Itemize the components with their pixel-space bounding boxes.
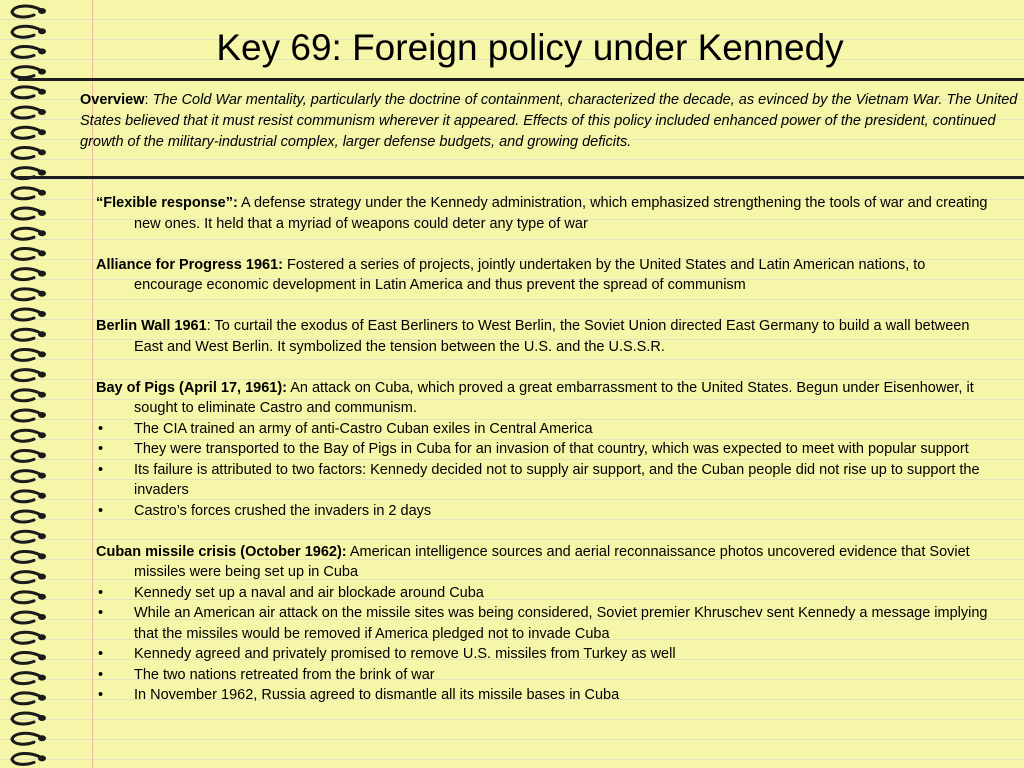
spiral-coil	[12, 6, 46, 17]
spiral-coil	[12, 572, 46, 583]
spiral-coil	[12, 289, 46, 300]
spiral-coil	[12, 592, 46, 603]
spiral-coil	[12, 147, 46, 158]
overview-label: Overview	[80, 92, 145, 108]
spiral-coil	[12, 188, 46, 199]
spiral-binding-icon	[0, 0, 56, 768]
spiral-coil	[12, 107, 46, 118]
spiral-coil	[12, 511, 46, 522]
section-body: American intelligence sources and aerial reconnaissance photos uncovered evidence that Soviet missiles were being set up in Cuba	[134, 543, 970, 580]
spiral-coil	[12, 370, 46, 381]
overview-separator: :	[144, 92, 153, 108]
section-heading: “Flexible response”:	[96, 195, 238, 211]
section-heading: Berlin Wall 1961	[96, 318, 207, 334]
bullet-item	[96, 439, 992, 460]
section-gap	[96, 296, 992, 317]
spiral-coil	[12, 612, 46, 623]
section-1	[96, 193, 992, 234]
bullet-icon: •	[98, 441, 104, 457]
bullet-text: In November 1962, Russia agreed to dismantle all its missile bases in Cuba	[134, 687, 620, 703]
bullet-item	[96, 419, 992, 440]
spiral-coil	[12, 390, 46, 401]
spiral-coil	[12, 652, 46, 663]
spiral-coil	[12, 269, 46, 280]
section-4	[96, 378, 992, 419]
bullet-text: They were transported to the Bay of Pigs in Cuba for an invasion of that country, which was expected to meet with popular support	[134, 441, 969, 457]
bullet-icon: •	[98, 666, 104, 683]
page-title: Key 69: Foreign policy under Kennedy	[216, 27, 844, 68]
bullet-text: Kennedy agreed and privately promised to remove U.S. missiles from Turkey as well	[134, 646, 676, 662]
spiral-coil	[12, 228, 46, 239]
section-heading: Cuban missile crisis (October 1962):	[96, 543, 347, 560]
bullet-icon: •	[98, 420, 104, 437]
spiral-coil	[12, 329, 46, 340]
spiral-coil	[12, 551, 46, 562]
bullet-item	[96, 583, 992, 604]
bullet-item	[96, 685, 992, 706]
bullet-item	[96, 644, 992, 665]
section-3	[96, 316, 992, 357]
section-body: Fostered a series of projects, jointly undertaken by the United States and Latin American nations, to encourage economic development in Latin America and thus prevent the spread of communism	[134, 256, 926, 293]
bottom-divider	[18, 176, 1024, 179]
section-body: An attack on Cuba, which proved a great embarrassment to the United States. Begun under Eisenhower, it sought to eliminate Castro and communism.	[134, 379, 974, 416]
bullet-text: The CIA trained an army of anti-Castro Cuban exiles in Central America	[134, 420, 593, 437]
spiral-coil	[12, 87, 46, 98]
overview-text: The Cold War mentality, particularly the doctrine of containment, characterized the decade, as evinced by the Vietnam War. The United States believed that it must resist communism wherever it appeared. Effects of this policy included enhanced power of the president, continued growth of the military-industrial complex, larger defense budgets, and growing deficits.	[80, 92, 1018, 150]
bullet-text: While an American air attack on the missile sites was being considered, Soviet premier Khruschev sent Kennedy a message implying that the missiles would be removed if America pledged not to invade Cuba	[134, 605, 988, 642]
section-heading: Bay of Pigs (April 17, 1961):	[96, 379, 287, 396]
spiral-coil	[12, 127, 46, 138]
spiral-coil	[12, 309, 46, 320]
spiral-coil	[12, 632, 46, 643]
bullet-item	[96, 460, 992, 501]
section-2	[96, 255, 992, 296]
spiral-coil	[12, 450, 46, 461]
spiral-coil	[12, 733, 46, 744]
spiral-coil	[12, 531, 46, 542]
section-5	[96, 542, 992, 583]
bullet-icon: •	[98, 687, 104, 703]
spiral-coil	[12, 471, 46, 482]
section-gap	[96, 521, 992, 542]
bullet-item	[96, 603, 992, 644]
section-gap	[96, 357, 992, 378]
spiral-coil	[12, 430, 46, 441]
section-heading: Alliance for Progress 1961:	[96, 256, 283, 273]
spiral-coil	[12, 491, 46, 502]
bullet-text: Kennedy set up a naval and air blockade around Cuba	[134, 584, 484, 601]
bullet-icon: •	[98, 461, 104, 478]
bullet-text: The two nations retreated from the brink of war	[134, 666, 435, 683]
section-body: A defense strategy under the Kennedy administration, which emphasized strengthening the tools of war and creating new ones. It held that a myriad of weapons could deter any type of war	[134, 195, 988, 232]
bullet-icon: •	[98, 605, 104, 621]
top-divider	[18, 78, 1024, 81]
spiral-coil	[12, 753, 46, 764]
bullet-text: Its failure is attributed to two factors: Kennedy decided not to supply air support, and the Cuban people did not rise up to support the invaders	[134, 461, 980, 498]
section-gap	[96, 234, 992, 255]
bullet-icon: •	[98, 646, 104, 662]
bullet-text: Castro’s forces crushed the invaders in 2 days	[134, 502, 432, 519]
spiral-coil	[12, 410, 46, 421]
spiral-coil	[12, 693, 46, 704]
spiral-coil	[12, 349, 46, 360]
overview-block	[80, 90, 1018, 153]
bullet-icon: •	[98, 502, 104, 519]
notes-content	[96, 193, 992, 706]
spiral-coil	[12, 713, 46, 724]
bullet-item	[96, 501, 992, 522]
section-body: : To curtail the exodus of East Berliners to West Berlin, the Soviet Union directed East Germany to build a wall between East and West Berlin. It symbolized the tension between the U.S. and the U.S.S.R.	[134, 318, 970, 355]
bullet-item	[96, 665, 992, 686]
spiral-coil	[12, 208, 46, 219]
spiral-coil	[12, 248, 46, 259]
spiral-coil	[12, 673, 46, 684]
bullet-icon: •	[98, 584, 104, 601]
